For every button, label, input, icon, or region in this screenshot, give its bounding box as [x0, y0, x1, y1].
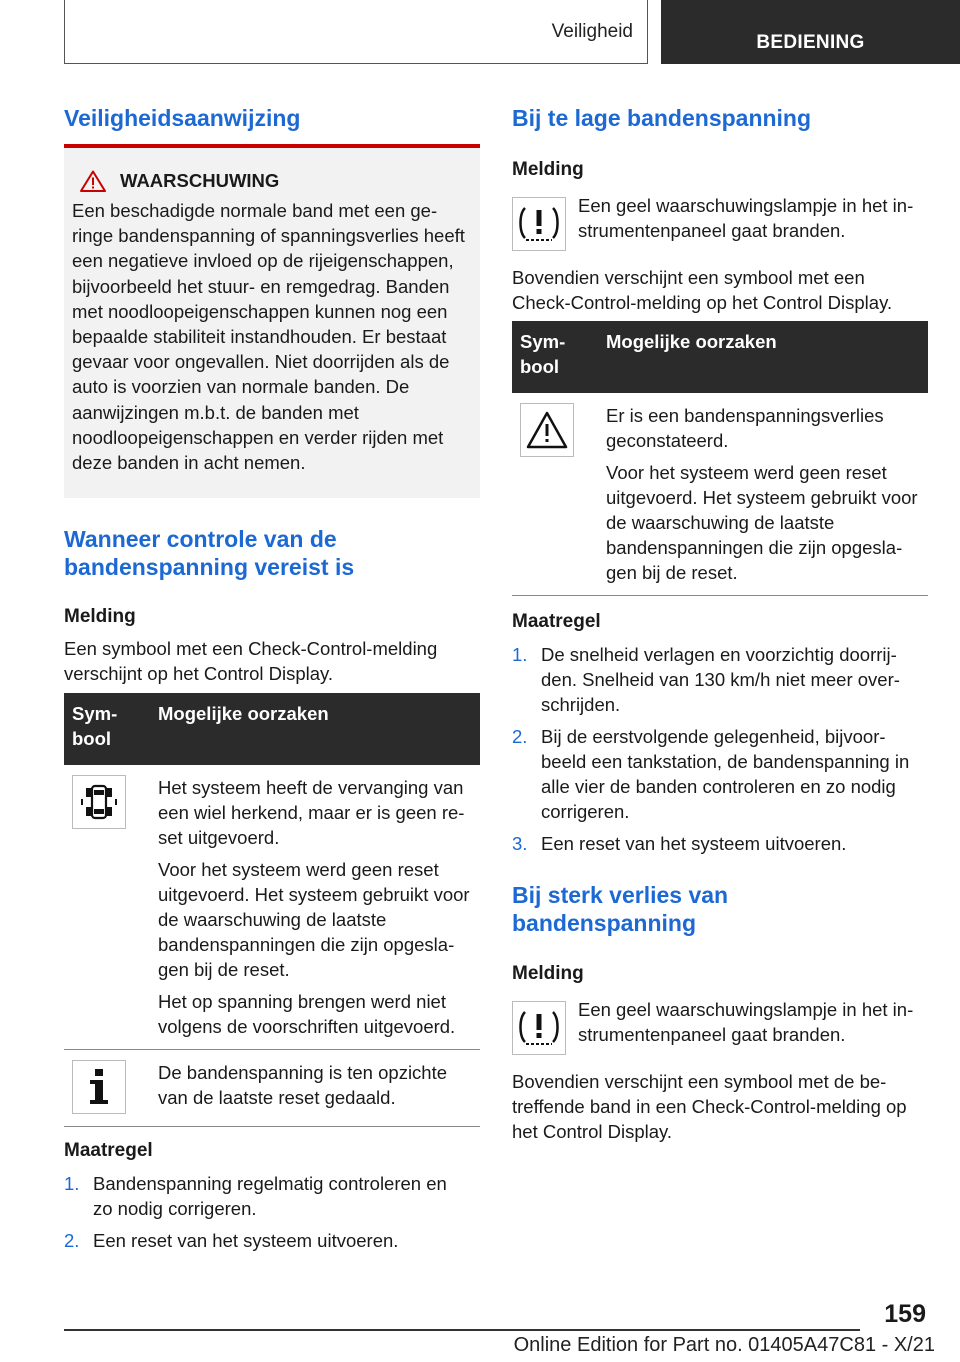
list-item: 1. De snelheid verlagen en voorzichtig doorrijden. Snelheid van 130 km/h niet meer overschrijden.: [512, 644, 900, 715]
list-item: 2. Een reset van het systeem uitvoeren.: [64, 1230, 399, 1251]
left-symbol-table: [64, 693, 480, 1127]
footer-edition: Online Edition for Part no. 01405A47C81 - X/21: [513, 1334, 935, 1356]
left-maatregel-label: Maatregel: [64, 1140, 153, 1161]
right-steps-list: [512, 642, 924, 863]
footer-divider: [64, 1329, 860, 1331]
right-lamp-text: Een geel waarschuwingslampje in het instrumentenpaneel gaat branden.: [578, 195, 914, 241]
right-extra-text: Bovendien verschijnt een symbool met een Check-Control-melding op het Control Display.: [512, 267, 893, 313]
right-melding2-label: Melding: [512, 963, 584, 984]
header-section-title: Veiligheid: [551, 21, 633, 42]
warning-triangle-icon: [520, 403, 574, 457]
table-header-causes: Mogelijke oorzaken: [150, 693, 480, 765]
left-heading-check: Wanneer controle van de bandenspanning vereist is: [64, 526, 355, 580]
left-melding-label: Melding: [64, 606, 136, 627]
tire-pressure-warning-icon: [512, 1001, 566, 1055]
cause-line: Voor het systeem werd geen reset uitgevoerd. Het systeem gebruikt voor de waarschuwing de laatste bandenspanningen die zijn opgeslagen bij de reset.: [606, 462, 918, 583]
right-maatregel-label: Maatregel: [512, 611, 601, 632]
warning-triangle-icon: [80, 170, 106, 192]
list-item: 1. Bandenspanning regelmatig controleren en zo nodig corrigeren.: [64, 1173, 447, 1219]
cause-line: Voor het systeem werd geen reset uitgevoerd. Het systeem gebruikt voor de waarschuwing de laatste bandenspanningen die zijn opgeslagen bij de reset.: [158, 859, 470, 980]
table-row: [64, 1050, 480, 1127]
page-number: 159: [884, 1300, 926, 1328]
right-heading-severe-loss: Bij sterk verlies van bandenspanning: [512, 882, 729, 936]
info-icon: [72, 1060, 126, 1114]
right-lamp-message: [512, 193, 928, 251]
right-heading-low-pressure: Bij te lage bandenspanning: [512, 105, 812, 131]
right-melding-label: Melding: [512, 159, 584, 180]
header-section-box: [64, 0, 648, 64]
table-row: [64, 765, 480, 1050]
left-steps-list: [64, 1171, 468, 1260]
list-item: 3. Een reset van het systeem uitvoeren.: [512, 833, 847, 854]
table-header-causes: Mogelijke oorzaken: [598, 321, 928, 393]
warning-title: WAARSCHUWING: [120, 170, 280, 191]
warning-text: Een beschadigde normale band met een geringe bandenspanning of spanningsverlies heeft een negatieve invloed op de rijeigenschappen, bijvoorbeeld het stuur- en remgedrag. Banden met noodloopeigenschappen kunnen nog een bepaalde stabiliteit instandhouden. Er bestaat gevaar voor ongevallen. Niet doorrijden als de auto is voorzien van normale banden. De aanwijzingen m.b.t. de banden met noodloopeigenschappen en verder rijden met deze banden in acht nemen.: [72, 200, 465, 474]
header-chapter-tab: BEDIENING: [661, 0, 960, 64]
table-row: [512, 393, 928, 596]
right-symbol-table: [512, 321, 928, 596]
list-item: 2. Bij de eerstvolgende gelegenheid, bijvoorbeeld een tankstation, de bandenspanning in alle vier de banden controleren en zo nodig corrigeren.: [512, 726, 910, 822]
cause-line: Er is een bandenspanningsverlies geconstateerd.: [606, 405, 884, 451]
cause-line: De bandenspanning is ten opzichte van de laatste reset gedaald.: [158, 1062, 448, 1108]
cause-line: Het op spanning brengen werd niet volgens de voorschriften uitgevoerd.: [158, 991, 456, 1037]
table-header-symbol: Symbool: [512, 321, 598, 393]
car-tire-reset-icon: [72, 775, 126, 829]
left-melding-text: Een symbool met een Check-Control-melding verschijnt op het Control Display.: [64, 638, 438, 684]
tire-pressure-warning-icon: [512, 197, 566, 251]
warning-box: [64, 144, 480, 498]
right-lamp2-text: Een geel waarschuwingslampje in het instrumentenpaneel gaat branden.: [578, 999, 914, 1045]
left-heading-safety: Veiligheidsaanwijzing: [64, 105, 301, 131]
table-header-symbol: Symbool: [64, 693, 150, 765]
cause-line: Het systeem heeft de vervanging van een wiel herkend, maar er is geen reset uitgevoerd.: [158, 777, 465, 848]
right-extra2-text: Bovendien verschijnt een symbool met de betreffende band in een Check-Control-melding op het Control Display.: [512, 1071, 907, 1142]
right-lamp2-message: [512, 997, 928, 1055]
